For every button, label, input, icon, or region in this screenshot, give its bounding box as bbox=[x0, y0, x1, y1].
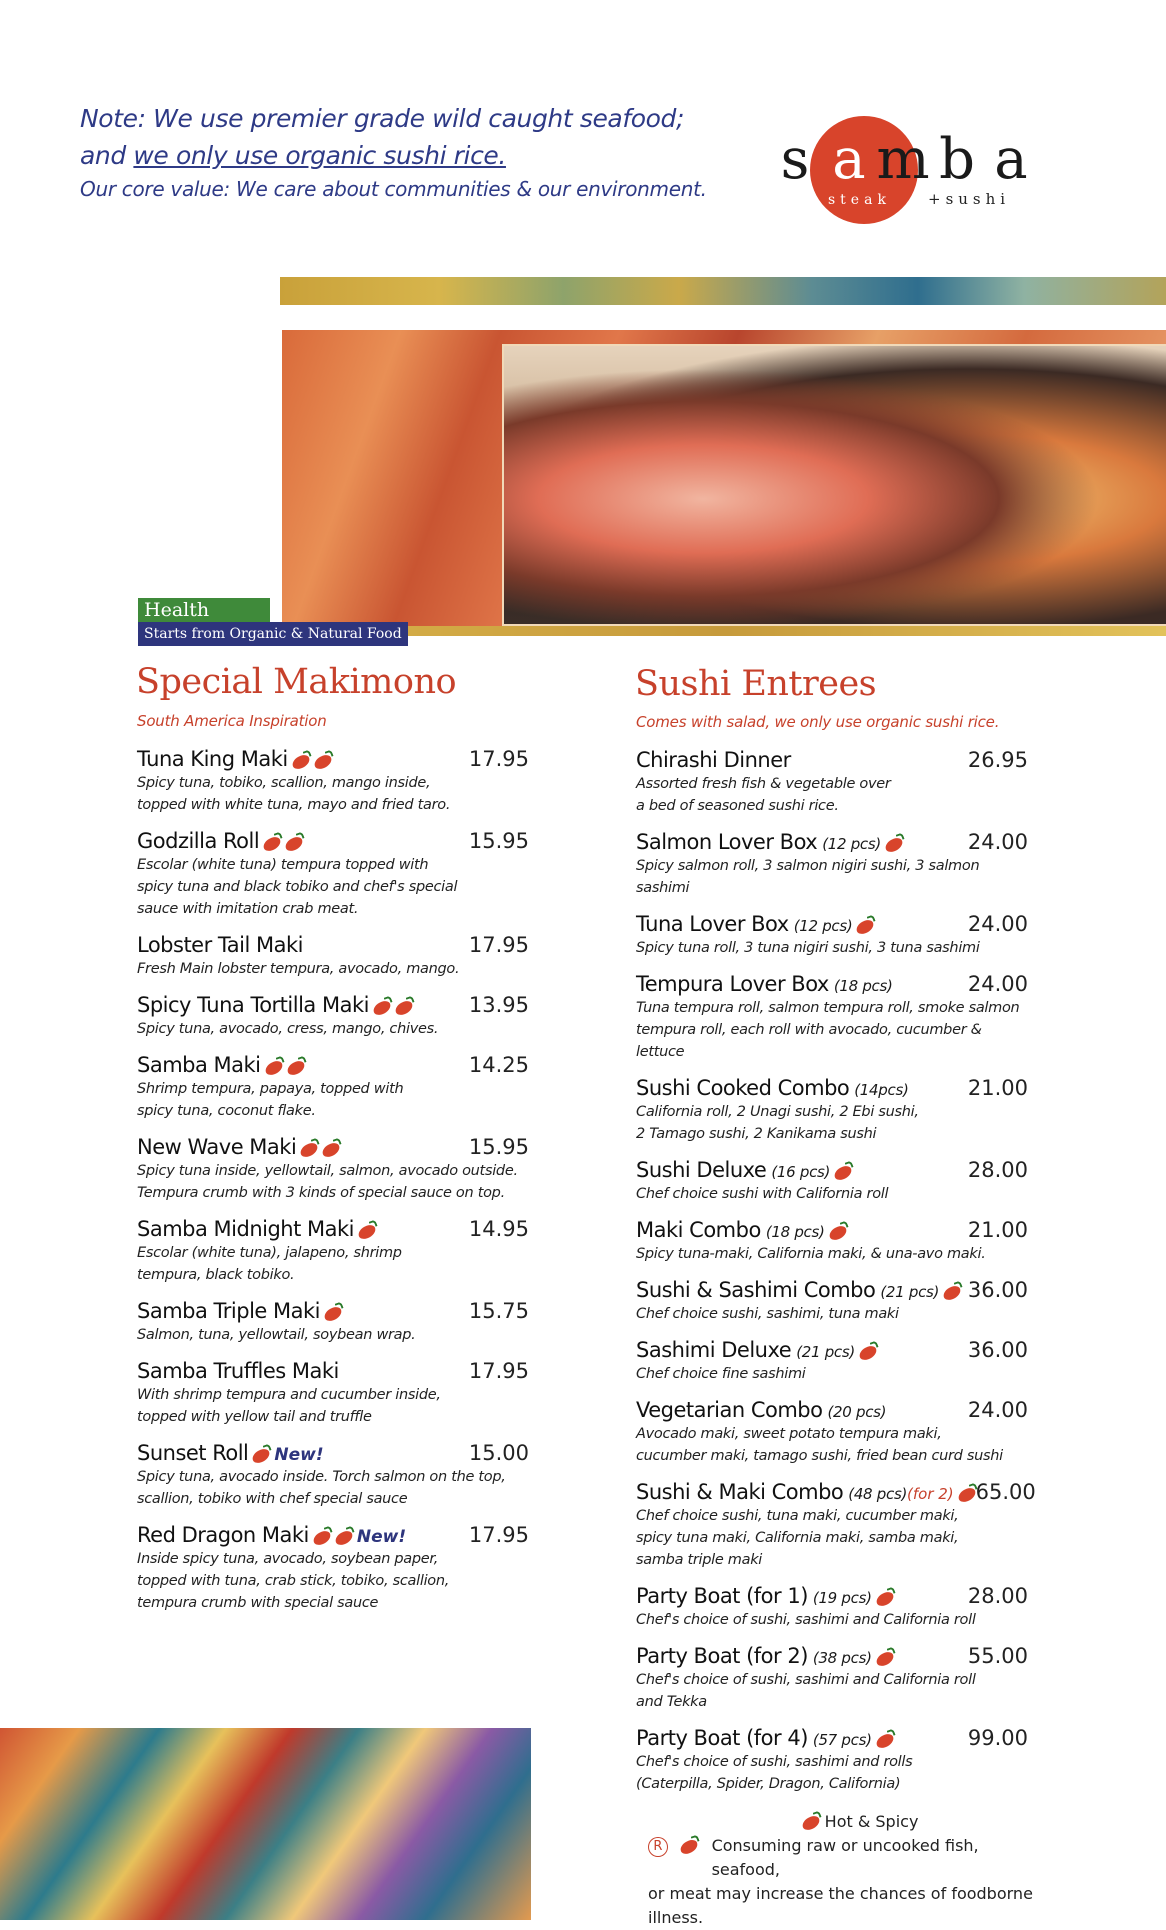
menu-item bbox=[636, 1337, 1028, 1385]
header-note bbox=[80, 100, 707, 204]
menu-item-heading bbox=[137, 1052, 305, 1078]
menu-item bbox=[636, 1479, 1036, 1571]
menu-item-heading bbox=[137, 1298, 342, 1324]
menu-item-description: topped with white tuna, mayo and fried taro. bbox=[137, 797, 451, 813]
menu-item bbox=[636, 829, 1028, 899]
note-line-2-prefix: and bbox=[80, 141, 134, 170]
menu-item-row bbox=[137, 1522, 529, 1548]
menu-item-description: Spicy tuna inside, yellowtail, salmon, avocado outside. bbox=[137, 1163, 518, 1179]
legend-raw-line-1: Consuming raw or uncooked fish, seafood, bbox=[711, 1836, 979, 1879]
menu-item-description: spicy tuna, coconut flake. bbox=[137, 1103, 316, 1119]
health-badge-title: Health bbox=[138, 598, 270, 622]
legend bbox=[648, 1810, 1048, 1930]
menu-item-heading bbox=[137, 932, 303, 958]
menu-item-description: tempura crumb with special sauce bbox=[137, 1595, 379, 1611]
menu-item-heading bbox=[636, 971, 893, 997]
menu-item-description: Shrimp tempura, papaya, topped with bbox=[137, 1081, 404, 1097]
menu-item-row bbox=[137, 1134, 529, 1160]
pepper-icon bbox=[678, 1838, 699, 1855]
logo-letters bbox=[768, 127, 1038, 192]
menu-item-row bbox=[636, 829, 1028, 855]
menu-item-row bbox=[636, 1643, 1028, 1669]
menu-item-heading bbox=[636, 829, 903, 855]
menu-item-price: 24.00 bbox=[967, 830, 1028, 854]
menu-item-description: Tuna tempura roll, salmon tempura roll, smoke salmon bbox=[636, 1000, 1020, 1016]
menu-item-name: Sashimi Deluxe bbox=[636, 1338, 792, 1362]
menu-item-description: Tempura crumb with 3 kinds of special sauce on top. bbox=[137, 1185, 505, 1201]
menu-item-description: Chef choice sushi with California roll bbox=[636, 1186, 889, 1202]
legend-hot-spicy bbox=[648, 1810, 1048, 1834]
pepper-icon bbox=[956, 1486, 977, 1503]
menu-item-name: Sushi Deluxe bbox=[636, 1158, 767, 1182]
menu-item-description: California roll, 2 Unagi sushi, 2 Ebi sushi, bbox=[636, 1104, 919, 1120]
menu-item-description: Spicy tuna, tobiko, scallion, mango inside, bbox=[137, 775, 431, 791]
pepper-icon bbox=[874, 1732, 895, 1749]
menu-item bbox=[636, 1217, 1028, 1265]
pepper-icon bbox=[290, 753, 311, 770]
menu-item bbox=[636, 971, 1028, 1063]
menu-item-price: 17.95 bbox=[468, 933, 529, 957]
menu-item bbox=[636, 1157, 1028, 1205]
menu-item-price: 65.00 bbox=[975, 1480, 1036, 1504]
menu-item-heading bbox=[636, 1643, 894, 1669]
menu-item-row bbox=[636, 747, 1028, 773]
menu-item-name: Chirashi Dinner bbox=[636, 748, 791, 772]
menu-item-heading bbox=[636, 1217, 847, 1243]
menu-item bbox=[137, 1440, 529, 1510]
registered-raw-icon: R bbox=[648, 1837, 668, 1857]
menu-item-description: tempura, black tobiko. bbox=[137, 1267, 295, 1283]
menu-item-name: Samba Triple Maki bbox=[137, 1299, 320, 1323]
menu-item-description: Escolar (white tuna) tempura topped with bbox=[137, 857, 429, 873]
menu-item-heading bbox=[137, 1522, 406, 1548]
menu-item-heading bbox=[137, 1134, 340, 1160]
menu-item-price: 24.00 bbox=[967, 912, 1028, 936]
pepper-icon bbox=[874, 1590, 895, 1607]
menu-item bbox=[137, 1134, 529, 1204]
entrees-subtitle: Comes with salad, we only use organic sushi rice. bbox=[636, 713, 1000, 731]
menu-item-name: Party Boat (for 2) bbox=[636, 1644, 808, 1668]
menu-item-description: Assorted fresh fish & vegetable over bbox=[636, 776, 891, 792]
pepper-icon bbox=[857, 1344, 878, 1361]
legend-raw-warning bbox=[648, 1834, 1048, 1882]
menu-item-row bbox=[636, 1075, 1028, 1101]
menu-item-name: Samba Midnight Maki bbox=[137, 1217, 354, 1241]
menu-item-price: 15.75 bbox=[468, 1299, 529, 1323]
menu-item-price: 28.00 bbox=[967, 1584, 1028, 1608]
pepper-icon bbox=[855, 918, 876, 935]
menu-item-description: Chef's choice of sushi, sashimi and rolls bbox=[636, 1754, 913, 1770]
menu-item-description: Avocado maki, sweet potato tempura maki, bbox=[636, 1426, 942, 1442]
menu-item-serves: (for 2) bbox=[907, 1485, 954, 1503]
menu-item-name: Sushi Cooked Combo bbox=[636, 1076, 850, 1100]
new-badge: New! bbox=[274, 1445, 324, 1465]
menu-item-name: Godzilla Roll bbox=[137, 829, 260, 853]
logo-sub-steak: steak bbox=[828, 192, 891, 208]
makimono-subtitle: South America Inspiration bbox=[137, 712, 327, 730]
menu-item-pieces: (48 pcs) bbox=[848, 1485, 908, 1503]
menu-item-heading bbox=[636, 911, 874, 937]
menu-item bbox=[137, 1522, 529, 1614]
menu-item-row bbox=[636, 1725, 1028, 1751]
menu-item-row bbox=[636, 1479, 1036, 1505]
menu-item-row bbox=[137, 1216, 529, 1242]
note-line-2-underlined: we only use organic sushi rice. bbox=[133, 141, 506, 170]
note-line-1: Note: We use premier grade wild caught seafood; bbox=[80, 104, 685, 133]
menu-item-name: Lobster Tail Maki bbox=[137, 933, 303, 957]
menu-item-price: 21.00 bbox=[967, 1218, 1028, 1242]
menu-item-pieces: (14pcs) bbox=[854, 1081, 909, 1099]
menu-item-description: Escolar (white tuna), jalapeno, shrimp bbox=[137, 1245, 402, 1261]
menu-item-description: spicy tuna and black tobiko and chef's special bbox=[137, 879, 458, 895]
menu-item-heading bbox=[636, 1479, 976, 1505]
pepper-icon bbox=[285, 1059, 306, 1076]
menu-item-price: 28.00 bbox=[967, 1158, 1028, 1182]
menu-item-pieces: (16 pcs) bbox=[771, 1163, 831, 1181]
menu-item-description: topped with tuna, crab stick, tobiko, scallion, bbox=[137, 1573, 450, 1589]
menu-item-price: 21.00 bbox=[967, 1076, 1028, 1100]
pepper-icon bbox=[299, 1141, 320, 1158]
menu-item-description: a bed of seasoned sushi rice. bbox=[636, 798, 839, 814]
note-line-3: Our core value: We care about communities & our environment. bbox=[80, 177, 707, 201]
menu-item-price: 14.25 bbox=[468, 1053, 529, 1077]
menu-item bbox=[636, 911, 1028, 959]
menu-item-description: Chef choice sushi, sashimi, tuna maki bbox=[636, 1306, 899, 1322]
menu-item-description: Salmon, tuna, yellowtail, soybean wrap. bbox=[137, 1327, 416, 1343]
menu-item-heading bbox=[137, 1216, 376, 1242]
menu-item-price: 99.00 bbox=[967, 1726, 1028, 1750]
menu-item-description: tempura roll, each roll with avocado, cucumber & lettuce bbox=[636, 1022, 982, 1060]
menu-item bbox=[137, 1298, 529, 1346]
menu-item-name: Tuna King Maki bbox=[137, 747, 288, 771]
menu-item bbox=[137, 1052, 529, 1122]
pepper-icon bbox=[284, 835, 305, 852]
menu-item-name: Spicy Tuna Tortilla Maki bbox=[137, 993, 369, 1017]
menu-item-pieces: (12 pcs) bbox=[822, 835, 881, 853]
menu-item-name: Tuna Lover Box bbox=[636, 912, 789, 936]
pepper-icon bbox=[262, 835, 283, 852]
menu-item-row bbox=[137, 932, 529, 958]
health-badge bbox=[138, 598, 408, 646]
menu-item-price: 24.00 bbox=[967, 1398, 1028, 1422]
menu-item-description: topped with yellow tail and truffle bbox=[137, 1409, 372, 1425]
menu-item-name: Maki Combo bbox=[636, 1218, 761, 1242]
menu-item-pieces: (20 pcs) bbox=[827, 1403, 887, 1421]
logo-letter: a bbox=[832, 127, 866, 192]
menu-item-description: scallion, tobiko with chef special sauce bbox=[137, 1491, 408, 1507]
menu-item-description: Spicy tuna-maki, California maki, & una-avo maki. bbox=[636, 1246, 986, 1262]
logo-letter: s bbox=[780, 127, 810, 192]
pepper-icon bbox=[800, 1814, 821, 1831]
menu-item-row bbox=[137, 828, 529, 854]
menu-item-price: 14.95 bbox=[468, 1217, 529, 1241]
legend-raw-line-2: or meat may increase the chances of foodborne illness. bbox=[648, 1884, 1033, 1927]
pepper-icon bbox=[263, 1059, 284, 1076]
menu-item-description: (Caterpilla, Spider, Dragon, California) bbox=[636, 1776, 901, 1792]
menu-item-pieces: (21 pcs) bbox=[880, 1283, 940, 1301]
menu-item-name: Salmon Lover Box bbox=[636, 830, 818, 854]
menu-item-heading bbox=[636, 1157, 852, 1183]
menu-item-row bbox=[137, 746, 529, 772]
menu-item-description: Inside spicy tuna, avocado, soybean paper, bbox=[137, 1551, 439, 1567]
menu-item bbox=[137, 828, 529, 920]
menu-item-heading bbox=[636, 1397, 886, 1423]
menu-item-price: 17.95 bbox=[468, 1359, 529, 1383]
menu-item-price: 13.95 bbox=[468, 993, 529, 1017]
menu-item bbox=[636, 1725, 1028, 1795]
menu-item-heading bbox=[137, 1440, 324, 1466]
menu-item bbox=[636, 1643, 1028, 1713]
menu-item-heading bbox=[636, 1583, 894, 1609]
menu-item-row bbox=[636, 971, 1028, 997]
menu-item bbox=[636, 1583, 1028, 1631]
menu-item-row bbox=[636, 911, 1028, 937]
menu-item-description: Fresh Main lobster tempura, avocado, mango. bbox=[137, 961, 460, 977]
menu-item-row bbox=[636, 1157, 1028, 1183]
menu-item-name: Sunset Roll bbox=[137, 1441, 249, 1465]
menu-item-heading bbox=[636, 1277, 961, 1303]
menu-item-row bbox=[137, 1052, 529, 1078]
menu-item-row bbox=[636, 1337, 1028, 1363]
menu-item-heading bbox=[137, 1358, 339, 1384]
menu-item-description: Chef's choice of sushi, sashimi and California roll bbox=[636, 1612, 976, 1628]
menu-item bbox=[137, 992, 529, 1040]
menu-item-price: 26.95 bbox=[967, 748, 1028, 772]
menu-item-row bbox=[137, 1440, 529, 1466]
menu-item-price: 36.00 bbox=[967, 1338, 1028, 1362]
pepper-icon bbox=[321, 1141, 342, 1158]
decorative-stripe bbox=[280, 277, 1166, 305]
pepper-icon bbox=[333, 1529, 354, 1546]
pepper-icon bbox=[251, 1447, 272, 1464]
menu-item bbox=[137, 746, 529, 816]
menu-item-heading bbox=[636, 1337, 877, 1363]
menu-item-pieces: (21 pcs) bbox=[796, 1343, 855, 1361]
makimono-list bbox=[137, 746, 529, 1626]
makimono-title: Special Makimono bbox=[136, 662, 457, 702]
menu-item-description: Chef choice sushi, tuna maki, cucumber maki, bbox=[636, 1508, 959, 1524]
menu-item-name: New Wave Maki bbox=[137, 1135, 297, 1159]
legend-hot-spicy-label: Hot & Spicy bbox=[824, 1812, 919, 1831]
sushi-platter-photo bbox=[502, 344, 1166, 626]
new-badge: New! bbox=[356, 1527, 407, 1547]
menu-item-row bbox=[636, 1217, 1028, 1243]
pepper-icon bbox=[322, 1305, 343, 1322]
entrees-title: Sushi Entrees bbox=[635, 664, 877, 704]
menu-item-description: Chef's choice of sushi, sashimi and California roll bbox=[636, 1672, 976, 1688]
logo-letter: b bbox=[939, 127, 975, 192]
menu-item-price: 17.95 bbox=[468, 747, 529, 771]
menu-item-description: and Tekka bbox=[636, 1694, 707, 1710]
pepper-icon bbox=[883, 836, 904, 853]
menu-item-description: cucumber maki, tamago sushi, fried bean curd sushi bbox=[636, 1448, 1003, 1464]
menu-item-heading bbox=[636, 747, 791, 773]
note-line-2 bbox=[80, 137, 707, 174]
menu-item-pieces: (12 pcs) bbox=[793, 917, 853, 935]
menu-item-description: Spicy tuna, avocado, cress, mango, chives. bbox=[137, 1021, 439, 1037]
menu-item-description: spicy tuna maki, California maki, samba maki, bbox=[636, 1530, 959, 1546]
pepper-icon bbox=[356, 1223, 377, 1240]
menu-item-description: sauce with imitation crab meat. bbox=[137, 901, 359, 917]
samba-logo bbox=[768, 116, 1038, 226]
menu-item-description: Chef choice fine sashimi bbox=[636, 1366, 806, 1382]
pepper-icon bbox=[827, 1224, 848, 1241]
menu-item-pieces: (38 pcs) bbox=[812, 1649, 872, 1667]
menu-item-description: samba triple maki bbox=[636, 1552, 763, 1568]
footer-painted-art bbox=[0, 1728, 531, 1920]
pepper-icon bbox=[942, 1284, 963, 1301]
menu-item-name: Tempura Lover Box bbox=[636, 972, 829, 996]
menu-item-price: 15.95 bbox=[468, 1135, 529, 1159]
pepper-icon bbox=[371, 999, 392, 1016]
menu-item-name: Sushi & Sashimi Combo bbox=[636, 1278, 876, 1302]
pepper-icon bbox=[833, 1164, 854, 1181]
pepper-icon bbox=[311, 1529, 332, 1546]
menu-item-pieces: (18 pcs) bbox=[765, 1223, 825, 1241]
pepper-icon bbox=[874, 1650, 895, 1667]
menu-item-price: 24.00 bbox=[967, 972, 1028, 996]
menu-item-name: Party Boat (for 4) bbox=[636, 1726, 808, 1750]
menu-item-row bbox=[636, 1397, 1028, 1423]
menu-item-price: 55.00 bbox=[967, 1644, 1028, 1668]
menu-item-name: Samba Maki bbox=[137, 1053, 261, 1077]
pepper-icon bbox=[393, 999, 414, 1016]
menu-item-pieces: (18 pcs) bbox=[833, 977, 893, 995]
menu-item-row bbox=[137, 992, 529, 1018]
menu-item-row bbox=[636, 1583, 1028, 1609]
menu-item-heading bbox=[137, 828, 303, 854]
menu-item-description: Spicy salmon roll, 3 salmon nigiri sushi, 3 salmon sashimi bbox=[636, 858, 980, 896]
menu-item-row bbox=[636, 1277, 1028, 1303]
menu-item bbox=[636, 1277, 1028, 1325]
menu-item-heading bbox=[137, 992, 413, 1018]
menu-item-description: 2 Tamago sushi, 2 Kanikama sushi bbox=[636, 1126, 877, 1142]
menu-item bbox=[636, 1075, 1028, 1145]
menu-item-pieces: (57 pcs) bbox=[812, 1731, 872, 1749]
menu-item-heading bbox=[636, 1725, 894, 1751]
pepper-icon bbox=[312, 753, 333, 770]
menu-item-price: 15.00 bbox=[468, 1441, 529, 1465]
menu-item bbox=[636, 1397, 1028, 1467]
menu-item-price: 15.95 bbox=[468, 829, 529, 853]
menu-item-heading bbox=[636, 1075, 909, 1101]
menu-item bbox=[137, 1358, 529, 1428]
menu-item-description: With shrimp tempura and cucumber inside, bbox=[137, 1387, 441, 1403]
menu-item bbox=[137, 932, 529, 980]
menu-item-row bbox=[137, 1358, 529, 1384]
menu-item-row bbox=[137, 1298, 529, 1324]
menu-item-price: 36.00 bbox=[967, 1278, 1028, 1302]
menu-item-pieces: (19 pcs) bbox=[812, 1589, 872, 1607]
menu-item-name: Samba Truffles Maki bbox=[137, 1359, 339, 1383]
menu-item bbox=[636, 747, 1028, 817]
menu-item-name: Party Boat (for 1) bbox=[636, 1584, 808, 1608]
entrees-list bbox=[636, 747, 1036, 1807]
menu-item-heading bbox=[137, 746, 332, 772]
menu-item-name: Red Dragon Maki bbox=[137, 1523, 309, 1547]
logo-sub-sushi: +sushi bbox=[928, 190, 1011, 208]
logo-letter: m bbox=[876, 127, 930, 192]
menu-item-name: Sushi & Maki Combo bbox=[636, 1480, 844, 1504]
menu-item bbox=[137, 1216, 529, 1286]
menu-item-description: Spicy tuna, avocado inside. Torch salmon on the top, bbox=[137, 1469, 506, 1485]
menu-item-description: Spicy tuna roll, 3 tuna nigiri sushi, 3 tuna sashimi bbox=[636, 940, 980, 956]
menu-item-name: Vegetarian Combo bbox=[636, 1398, 823, 1422]
health-badge-subtitle: Starts from Organic & Natural Food bbox=[138, 622, 408, 646]
logo-letter: a bbox=[994, 127, 1028, 192]
hero-edge bbox=[282, 626, 1166, 636]
menu-item-price: 17.95 bbox=[468, 1523, 529, 1547]
